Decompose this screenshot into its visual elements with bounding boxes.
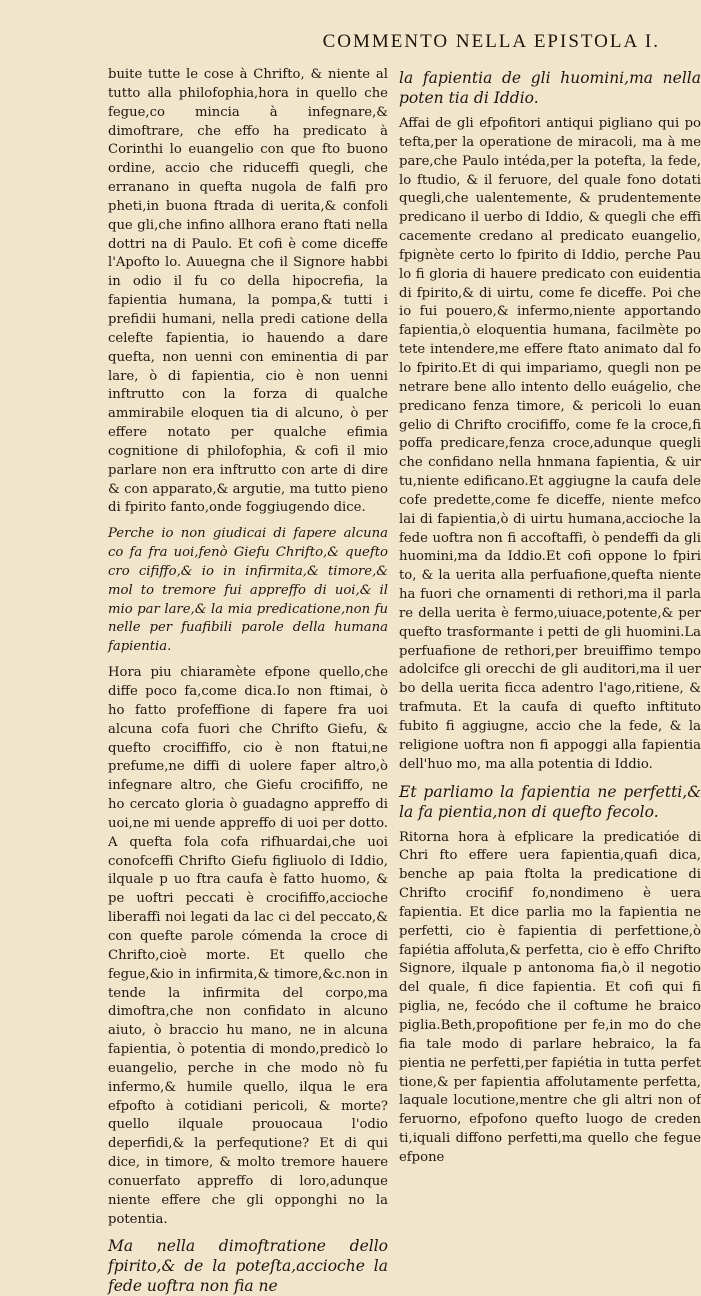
running-head: COMMENTO NELLA EPISTOLA I. bbox=[322, 31, 660, 52]
scripture-lemma: Perche io non giudicai di fapere alcuna co fa fra uoi,fenò Giefu Chrifto,& quefto cro cififfo,& io in infirmita,& timore,& mol to tremore fui appreffo di uoi,& il mio par lare,& la mia predicatione,non fu nelle per fuafibili parole della humana fapientia. bbox=[108, 526, 388, 655]
comment-paragraph: Hora piu chiaramète efpone quello,che diffe poco fa,come dica.Io non ftimai, ò ho fatto profeffione di fapere fra uoi alcuna cofa fuori che Chrifto Giefu, & quefto crociffiffo, cio è non ftatui,ne prefume,ne diffi di uolere faper altro,ò infegnare altro, che Giefu crocififfo, ne ho cercato gloria ò guadagno appreffo di uoi,ne mi uende appreffo di uoi per dotto. A quefta fola cofa rifhuardai,che uoi conofceffi Chrifto Giefu figliuolo di Iddio, ilquale p uo ftra caufa è fatto huomo, & pe uoftri peccati è crocififfo,accioche liberaffi noi legati da lac ci del peccato,& con quefte parole cómenda la croce di Chrifto,cioè morte. Et quello che fegue,&io in infirmita,& timore,&c.non in tende la infirmita del corpo,ma dimoftra,che non confidato in alcuno aiuto, ò braccio hu mano, ne in alcuna fapientia, ò potentia di mondo,predicò lo euangelio, perche in che modo nò fu infermo,& humile quello, ilqua le era efpofto à cotidiani pericoli, & morte? quello ilquale prouocaua l'odio deperfidi,& la perfequtione? Et di qui dice, in timore, & molto tremore hauere conuerfato appreffo di loro,adunque niente effere che gli opponghi no la potentia. bbox=[108, 665, 388, 1227]
scripture-lemma: Ma nella dimoftratione dello fpirito,& de la poteſta,accioche la fede uoftra non fia ne bbox=[108, 1237, 388, 1296]
left-column bbox=[108, 66, 388, 1296]
scripture-lemma: Et parliamo la fapientia ne perfetti,& la fa pientia,non di quefto fecolo. bbox=[399, 782, 701, 821]
scripture-lemma: la fapientia de gli huomini,ma nella poten tia di Iddio. bbox=[399, 69, 701, 107]
comment-paragraph: Affai de gli efpofitori antiqui pigliano qui po tefta,per la operatione de miracoli, ma à me pare,che Paulo intéda,per la potefta, la fede, lo ftudio, & il feruore, del quale fono dotati quegli,che ualentemente, & prudentemente predicano il uerbo di Iddio, & quegli che effi cacemente credano al predicato euangelio, fpignète certo lo fpirito di Iddio, perche Pau lo fi gloria di hauere predicato con euidentia di fpirito,& di uirtu, come fe diceffe. Poi che io fui pouero,& infermo,niente apportando fapientia,ò eloquentia humana, facilmète po tete intendere,me effere ftato animato dal fo lo fpirito.Et di qui impariamo, quegli non pe netrare bene allo intento dello euágelio, che predicano fenza timore, & pericoli lo euan gelio di Chrifto crocififfo, come fe la croce,fi poffa predicare,fenza croce,adunque quegli che confidano nella hnmana fapientia, & uir tu,niente edificano.Et aggiugne la caufa dele cofe predette,come fe diceffe, niente mefco lai di fapientia,ò di uirtu humana,accioche la fede uoftra non fi accoftaffi, ò pendeffi da gli huomini,ma da Iddio.Et cofi oppone lo fpiri to, & la uerita alla perfuafione,quefta niente ha fuori che ornamenti di rethori,ma il parla re della uerita è fermo,uiuace,potente,& per quefto trasformante i petti de gli huomini.La perfuafione de rethori,per breuiffimo tempo adolcifce gli orecchi de gli auditori,ma il uer bo della uerita ficca adentro l'ago,ritiene, & trafmuta. Et la caufa di quefto inftituto fubito fi aggiugne, accio che la fede, & la religione uoftra non fi appoggi alla fapientia dell'huo mo, ma alla potentia di Iddio. bbox=[399, 116, 701, 772]
comment-paragraph: buite tutte le cose à Chrifto, & niente al tutto alla philofophia,hora in quello che fegue,co mincia à infegnare,& dimoftrare, che effo ha predicato à Corinthi lo euangelio con que fto buono ordine, accio che riduceffi quegli, che erranano in quefta nugola de falfi pro pheti,in buona ftrada di uerita,& confoli que gli,che infino allhora erano ftati nella dottri na di Paulo. Et cofi è come diceffe l'Apofto lo. Auuegna che il Signore habbi in odio il fu co della hipocrefia, la fapientia humana, la pompa,& tutti i prefidii humani, nella predi catione della celefte fapientia, io hauendo a dare quefta, non uenni con eminentia di par lare, ò di fapientia, cio è non uenni inftrutto con la forza di qualche ammirabile eloquen tia di alcuno, ò per effere notato per qualche efimia cognitione di philofophia, & cofi il mio parlare non era inftrutto con arte di dire & con apparato,& argutie, ma tutto pieno di fpirito fanto,onde foggiugendo dice. bbox=[108, 67, 388, 516]
comment-paragraph: Ritorna hora à efplicare la predicatióe di Chri fto effere uera fapientia,quafi dica, benche ap paia ftolta la predicatione di Chrifto crocifif fo,nondimeno è uera fapientia. Et dice parlia mo la fapientia ne perfetti, cio è fapientia di perfettione,ò fapiétia affoluta,& perfetta, cio è effo Chrifto Signore, ilquale p antonoma fia,ò il negotio del quale, fi dice fapientia. Et cofi qui fi piglia, ne, fecódo che il coftume he braico piglia.Beth,propofitione per fe,in mo do che fia tale modo di parlare hebraico, la fa pientia ne perfetti,per fapiétia in tutta perfet tione,& per fapientia affolutamente perfetta, laquale locutione,mentre che gli altri non of feruorno, efpofono quefto luogo de creden ti,iquali diffono perfetti,ma quello che fegue efpone bbox=[399, 829, 701, 1165]
right-column bbox=[399, 66, 701, 1165]
